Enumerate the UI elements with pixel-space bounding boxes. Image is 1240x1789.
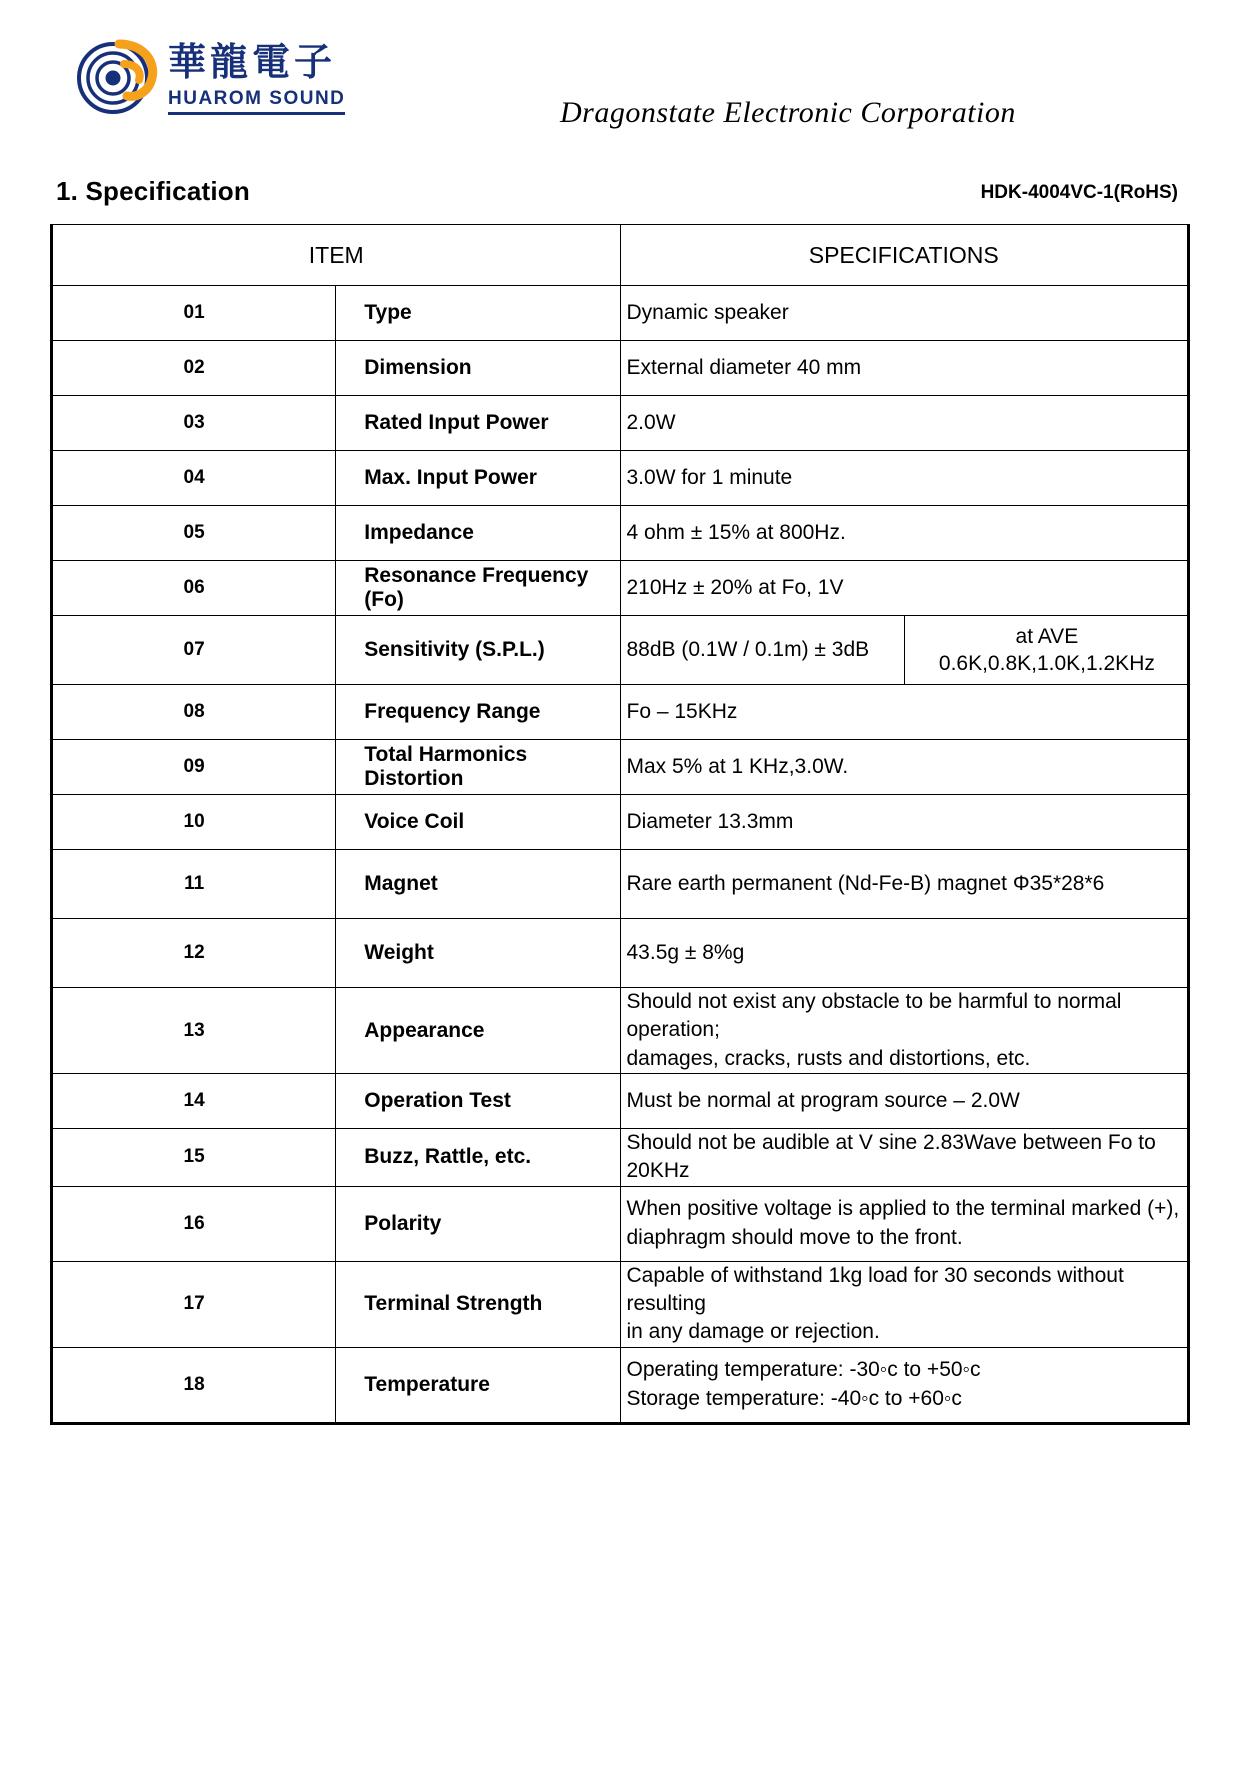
huarom-swirl-icon [72, 34, 158, 120]
table-row [52, 396, 1189, 451]
row-spec: Max 5% at 1 KHz,3.0W. [620, 740, 1189, 795]
document-header [0, 34, 1240, 154]
row-number: 14 [52, 1074, 336, 1129]
column-header-item: ITEM [52, 225, 621, 286]
spec-line-1: Operating temperature: -30◦c to +50◦c [626, 1358, 981, 1382]
row-spec-note [904, 616, 1188, 685]
row-spec: Should not be audible at V sine 2.83Wave between Fo to 20KHz [620, 1129, 1189, 1187]
table-row [52, 1261, 1189, 1347]
row-item: Voice Coil [336, 795, 620, 850]
row-number: 01 [52, 286, 336, 341]
table-row [52, 451, 1189, 506]
row-spec: Diameter 13.3mm [620, 795, 1189, 850]
row-item: Buzz, Rattle, etc. [336, 1129, 620, 1187]
row-item: Frequency Range [336, 685, 620, 740]
table-row [52, 919, 1189, 988]
row-number: 10 [52, 795, 336, 850]
row-spec [620, 988, 1189, 1074]
row-item: Temperature [336, 1347, 620, 1423]
company-name: Dragonstate Electronic Corporation [560, 96, 1016, 129]
row-number: 08 [52, 685, 336, 740]
title-row [0, 176, 1240, 210]
row-spec: Dynamic speaker [620, 286, 1189, 341]
table-row [52, 1074, 1189, 1129]
spec-line-1: When positive voltage is applied to the terminal marked (+), [626, 1197, 1180, 1221]
logo-wordmark [168, 34, 345, 110]
table-row [52, 616, 1189, 685]
row-spec: 43.5g ± 8%g [620, 919, 1189, 988]
row-number: 11 [52, 850, 336, 919]
row-item: Operation Test [336, 1074, 620, 1129]
table-row [52, 740, 1189, 795]
table-row [52, 685, 1189, 740]
specification-table [50, 224, 1190, 1425]
model-number: HDK-4004VC-1(RoHS) [980, 182, 1178, 203]
row-number: 13 [52, 988, 336, 1074]
row-spec: 3.0W for 1 minute [620, 451, 1189, 506]
row-number: 05 [52, 506, 336, 561]
row-spec: 2.0W [620, 396, 1189, 451]
table-row [52, 1186, 1189, 1261]
row-spec: Rare earth permanent (Nd-Fe-B) magnet Φ35*28*6 [620, 850, 1189, 919]
row-item: Polarity [336, 1186, 620, 1261]
spec-line-2: Storage temperature: -40◦c to +60◦c [626, 1386, 962, 1410]
table-row [52, 341, 1189, 396]
row-spec [620, 1186, 1189, 1261]
row-spec: 4 ohm ± 15% at 800Hz. [620, 506, 1189, 561]
row-number: 04 [52, 451, 336, 506]
table-header-row [52, 225, 1189, 286]
row-spec: 88dB (0.1W / 0.1m) ± 3dB [620, 616, 904, 685]
spec-line-2: diaphragm should move to the front. [626, 1225, 963, 1249]
row-number: 12 [52, 919, 336, 988]
logo-english-name: HUAROM SOUND [168, 87, 346, 109]
row-item: Max. Input Power [336, 451, 620, 506]
row-item: Terminal Strength [336, 1261, 620, 1347]
row-spec: Fo – 15KHz [620, 685, 1189, 740]
row-item: Resonance Frequency (Fo) [336, 561, 620, 616]
row-item: Magnet [336, 850, 620, 919]
logo-chinese-name: 華龍電子 [168, 39, 337, 84]
spec-line-1: Capable of withstand 1kg load for 30 seconds without resulting [626, 1263, 1124, 1316]
row-number: 16 [52, 1186, 336, 1261]
row-number: 06 [52, 561, 336, 616]
row-number: 09 [52, 740, 336, 795]
column-header-specifications: SPECIFICATIONS [620, 225, 1189, 286]
row-number: 17 [52, 1261, 336, 1347]
spec-line-1: Should not exist any obstacle to be harmful to normal operation; [626, 990, 1122, 1042]
row-item: Total Harmonics Distortion [336, 740, 620, 795]
spec-line-2: damages, cracks, rusts and distortions, etc. [626, 1046, 1031, 1070]
row-spec: Must be normal at program source – 2.0W [620, 1074, 1189, 1129]
row-spec [620, 1347, 1189, 1423]
table-row [52, 286, 1189, 341]
row-item: Weight [336, 919, 620, 988]
row-number: 07 [52, 616, 336, 685]
table-row [52, 1129, 1189, 1187]
row-number: 02 [52, 341, 336, 396]
row-spec: 210Hz ± 20% at Fo, 1V [620, 561, 1189, 616]
row-item: Impedance [336, 506, 620, 561]
row-item: Type [336, 286, 620, 341]
spec-note-line-2: 0.6K,0.8K,1.0K,1.2KHz [938, 652, 1155, 675]
row-spec: External diameter 40 mm [620, 341, 1189, 396]
row-item: Rated Input Power [336, 396, 620, 451]
table-row [52, 506, 1189, 561]
document-page [0, 34, 1240, 1789]
row-number: 15 [52, 1129, 336, 1187]
row-number: 03 [52, 396, 336, 451]
spec-line-2: in any damage or rejection. [626, 1320, 880, 1344]
row-number: 18 [52, 1347, 336, 1423]
spec-note-line-1: at AVE [1015, 624, 1079, 648]
page-title: 1. Specification [56, 176, 250, 206]
row-item: Appearance [336, 988, 620, 1074]
table-row [52, 850, 1189, 919]
table-row [52, 1347, 1189, 1423]
company-logo [72, 34, 345, 120]
row-spec [620, 1261, 1189, 1347]
table-row [52, 988, 1189, 1074]
table-row [52, 561, 1189, 616]
row-item: Sensitivity (S.P.L.) [336, 616, 620, 685]
row-item: Dimension [336, 341, 620, 396]
table-row [52, 795, 1189, 850]
